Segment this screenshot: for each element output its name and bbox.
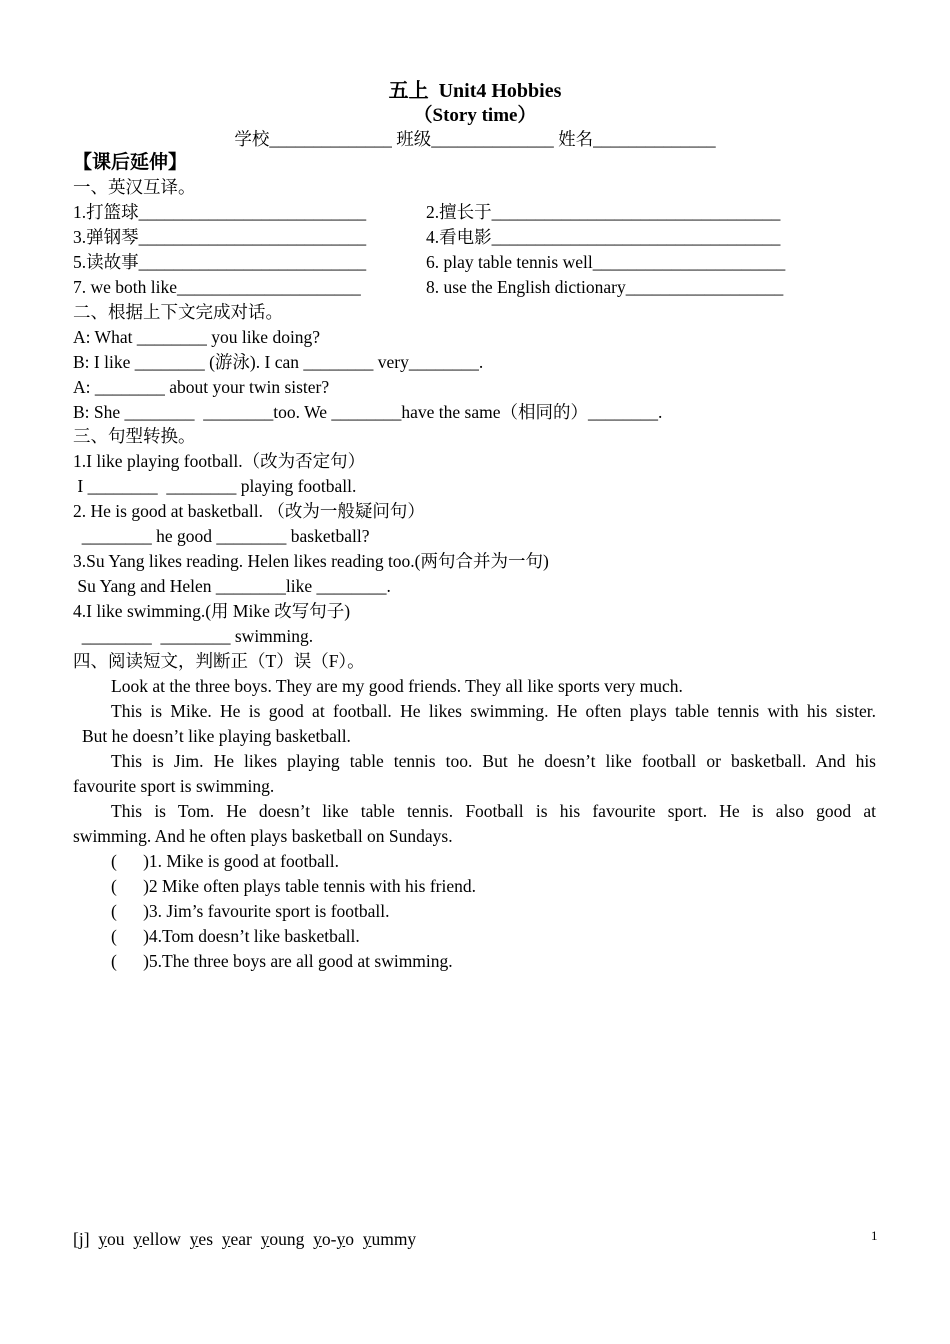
phonics-word: year <box>221 1229 252 1249</box>
part1-heading: 一、英汉互译。 <box>73 177 196 197</box>
part4-heading: 四、阅读短文，判断正（T）误（F）。 <box>73 651 365 671</box>
sentence-task: 4.I like swimming.(用 Mike 改写句子) <box>73 601 351 621</box>
phonics-word: yummy <box>362 1229 417 1249</box>
true-false-question: ( )2 Mike often plays table tennis with his friend. <box>111 876 476 896</box>
reading-paragraph: favourite sport is swimming. <box>73 776 275 796</box>
dialogue-line: B: She ________ ________too. We ________have the same（相同的）________. <box>73 402 663 422</box>
translation-item: 3.弹钢琴__________________________ <box>73 227 367 247</box>
dialogue-line: A: ________ about your twin sister? <box>73 377 330 397</box>
reading-paragraph: swimming. And he often plays basketball on Sundays. <box>73 826 453 846</box>
phonics-footer <box>73 1228 416 1250</box>
page-title: 五上 Unit4 Hobbies <box>388 80 562 102</box>
page-number: 1 <box>871 1228 878 1243</box>
phonics-word: yo-yo <box>313 1229 354 1249</box>
reading-paragraph: This is Tom. He doesn’t like table tennis. Football is his favourite sport. He is also good at <box>111 801 876 821</box>
phonics-word: young <box>260 1229 305 1249</box>
reading-paragraph: This is Jim. He likes playing table tennis too. But he doesn’t like football or basketball. And his <box>111 751 876 771</box>
sentence-answer: Su Yang and Helen ________like ________. <box>73 576 391 596</box>
sentence-task: 1.I like playing football.（改为否定句） <box>73 451 366 471</box>
phonics-word: you <box>98 1229 125 1249</box>
translation-item: 8. use the English dictionary__________________ <box>426 277 784 297</box>
dialogue-line: B: I like ________ (游泳). I can ________ very________. <box>73 352 484 372</box>
phonics-label: [j] <box>73 1229 90 1249</box>
sentence-answer: ________ ________ swimming. <box>73 626 314 646</box>
translation-item: 1.打篮球__________________________ <box>73 202 367 222</box>
section-title: 【课后延伸】 <box>73 152 188 173</box>
reading-paragraph: But he doesn’t like playing basketball. <box>82 726 351 746</box>
sentence-task: 2. He is good at basketball. （改为一般疑问句） <box>73 501 425 521</box>
part3-heading: 三、句型转换。 <box>73 426 196 446</box>
sentence-answer: I ________ ________ playing football. <box>73 476 357 496</box>
true-false-question: ( )3. Jim’s favourite sport is football. <box>111 901 390 921</box>
reading-paragraph: This is Mike. He is good at football. He likes swimming. He often plays table tennis with his sister. <box>111 701 876 721</box>
sentence-answer: ________ he good ________ basketball? <box>73 526 370 546</box>
translation-item: 4.看电影_________________________________ <box>426 227 781 247</box>
sentence-task: 3.Su Yang likes reading. Helen likes reading too.(两句合并为一句) <box>73 551 549 571</box>
true-false-question: ( )5.The three boys are all good at swimming. <box>111 951 453 971</box>
translation-item: 7. we both like_____________________ <box>73 277 361 297</box>
phonics-word: yes <box>189 1229 213 1249</box>
translation-item: 5.读故事__________________________ <box>73 252 367 272</box>
true-false-question: ( )4.Tom doesn’t like basketball. <box>111 926 360 946</box>
dialogue-line: A: What ________ you like doing? <box>73 327 321 347</box>
true-false-question: ( )1. Mike is good at football. <box>111 851 339 871</box>
student-info-line: 学校______________ 班级______________ 姓名______________ <box>234 129 716 149</box>
translation-item: 2.擅长于_________________________________ <box>426 202 781 222</box>
part2-heading: 二、根据上下文完成对话。 <box>73 302 283 322</box>
translation-item: 6. play table tennis well______________________ <box>426 252 786 272</box>
phonics-word: yellow <box>133 1229 181 1249</box>
reading-paragraph: Look at the three boys. They are my good friends. They all like sports very much. <box>111 676 683 696</box>
page-subtitle: （Story time） <box>413 105 537 126</box>
